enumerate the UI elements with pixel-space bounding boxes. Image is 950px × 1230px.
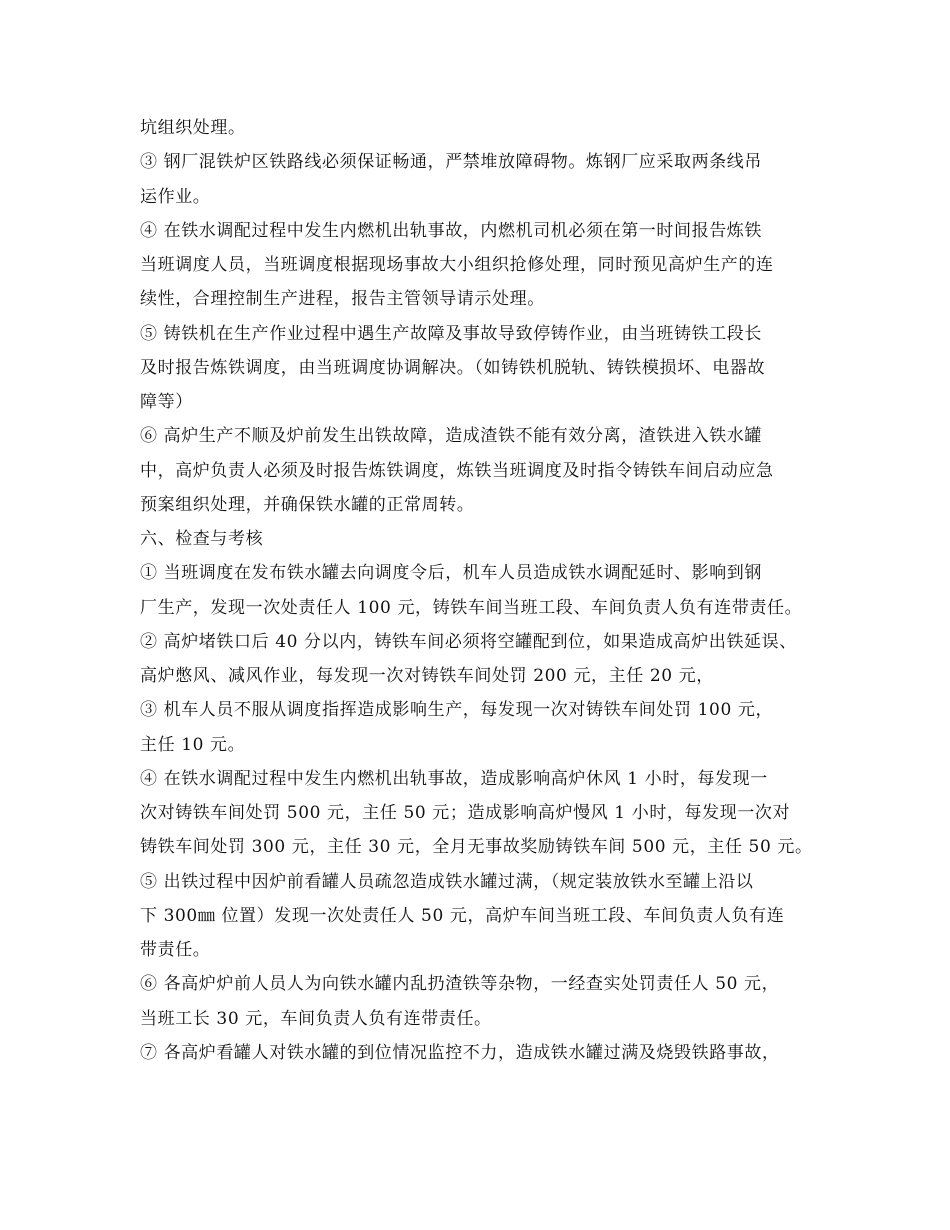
- text-line: 主任 10 元。: [140, 735, 246, 755]
- text-line: 续性，合理控制生产进程，报告主管领导请示处理。: [140, 289, 545, 309]
- text-line: 带责任。: [140, 940, 211, 960]
- text-line: ⑦ 各高炉看罐人对铁水罐的到位情况监控不力，造成铁水罐过满及烧毁铁路事故，: [140, 1043, 780, 1063]
- text-line: 及时报告炼铁调度，由当班调度协调解决。（如铸铁机脱轨、铸铁模损坏、电器故: [140, 358, 766, 378]
- text-line: 运作业。: [140, 187, 211, 207]
- text-line: ③ 机车人员不服从调度指挥造成影响生产，每发现一次对铸铁车间处罚 100 元，: [140, 700, 774, 720]
- text-line: ④ 在铁水调配过程中发生内燃机出轨事故，内燃机司机必须在第一时间报告炼铁: [140, 221, 763, 241]
- text-line: ⑤ 铸铁机在生产作业过程中遇生产故障及事故导致停铸作业，由当班铸铁工段长: [140, 324, 763, 344]
- text-line: ④ 在铁水调配过程中发生内燃机出轨事故，造成影响高炉休风 1 小时，每发现一: [140, 769, 768, 789]
- text-line: 厂生产，发现一次处责任人 100 元，铸铁车间当班工段、车间负责人负有连带责任。: [140, 598, 803, 618]
- text-line: ① 当班调度在发布铁水罐去向调度令后，机车人员造成铁水调配延时、影响到钢: [140, 563, 763, 583]
- section-heading: 六、检查与考核: [140, 529, 264, 549]
- text-line: 障等）: [140, 392, 193, 412]
- text-line: ② 高炉堵铁口后 40 分以内，铸铁车间必须将空罐配到位，如果造成高炉出铁延误、: [140, 632, 797, 652]
- text-line: 当班调度人员，当班调度根据现场事故大小组织抢修处理，同时预见高炉生产的连: [140, 255, 774, 275]
- text-line: ⑥ 各高炉炉前人员人为向铁水罐内乱扔渣铁等杂物，一经查实处罚责任人 50 元，: [140, 974, 780, 994]
- text-line: 中，高炉负责人必须及时报告炼铁调度，炼铁当班调度及时指令铸铁车间启动应急: [140, 461, 774, 481]
- text-line: 当班工长 30 元，车间负责人负有连带责任。: [140, 1009, 492, 1029]
- text-line: ⑥ 高炉生产不顺及炉前发生出铁故障，造成渣铁不能有效分离，渣铁进入铁水罐: [140, 426, 763, 446]
- text-line: 次对铸铁车间处罚 500 元，主任 50 元；造成影响高炉慢风 1 小时，每发现一次对: [140, 803, 791, 823]
- text-line: 高炉憋风、减风作业，每发现一次对铸铁车间处罚 200 元，主任 20 元，: [140, 666, 714, 686]
- text-line: 预案组织处理，并确保铁水罐的正常周转。: [140, 495, 475, 515]
- text-line: ⑤ 出铁过程中因炉前看罐人员疏忽造成铁水罐过满，（规定装放铁水至罐上沿以: [140, 872, 754, 892]
- text-line: 下 300㎜ 位置）发现一次处责任人 50 元，高炉车间当班工段、车间负责人负有连: [140, 906, 785, 926]
- text-line: 铸铁车间处罚 300 元，主任 30 元，全月无事故奖励铸铁车间 500 元，主任 50 元。: [140, 837, 813, 857]
- text-line: ③ 钢厂混铁炉区铁路线必须保证畅通，严禁堆放障碍物。炼钢厂应采取两条线吊: [140, 152, 763, 172]
- text-line: 坑组织处理。: [140, 118, 246, 138]
